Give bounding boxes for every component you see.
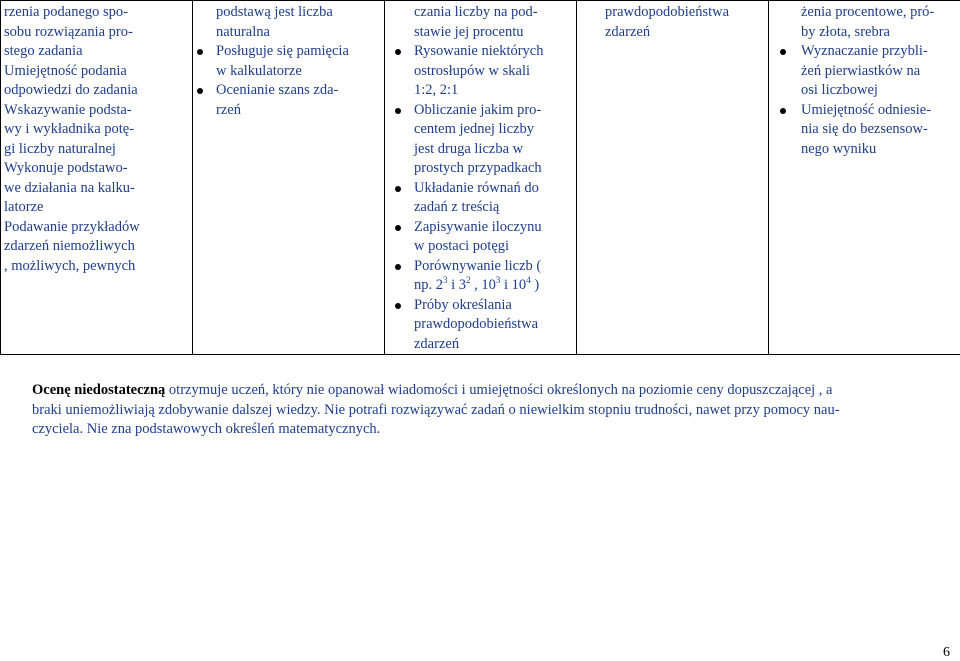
list-item-continuation: 1:2, 2:1: [414, 82, 459, 98]
bullet-list-item: Układanie równań do: [388, 179, 573, 199]
list-item-continuation: zdarzeń: [414, 335, 460, 352]
bullet-list-item: Porównywanie liczb (: [388, 257, 573, 277]
list-item-powers-example: np. $2^3$ i $3^2$ , $10^3$ i $10^4$ ): [414, 275, 540, 293]
list-item-continuation: osi liczbowej: [801, 82, 878, 98]
list-item-continuation: zadań z treścią: [414, 199, 500, 215]
column-1-cell: [1, 1, 193, 355]
bullet-list-item: Obliczanie jakim pro-: [388, 101, 573, 121]
bullet-list-item: Wskazywanie podsta-: [4, 101, 189, 121]
list-item-continuation: w postaci potęgi: [414, 238, 510, 254]
note-line-3: czyciela. Nie zna podstawowych określeń matematycznych.: [32, 421, 381, 437]
bullet-list-item: Rysowanie niektórych: [388, 42, 573, 62]
column-3-list: [388, 3, 573, 276]
list-item-continuation: prostych przypadkach: [414, 160, 542, 176]
list-item-continuation: wy i wykładnika potę-: [4, 121, 135, 137]
list-item-continuation: by złota, srebra: [801, 23, 890, 40]
list-item-continuation: nego wyniku: [801, 140, 877, 157]
column-2-cell: [193, 1, 385, 355]
bullet-list-item: Umiejętność odniesie-: [772, 101, 957, 121]
column-1-list: [4, 3, 189, 276]
column-5-list: [772, 3, 957, 159]
column-4-list: [605, 3, 765, 42]
bullet-list-item: Zapisywanie iloczynu: [388, 218, 573, 238]
list-item-continuation: rzenia podanego spo-: [4, 4, 129, 20]
column-2-list: [196, 3, 381, 120]
bullet-list-item: Posługuje się pamięcia: [196, 42, 381, 62]
bullet-list-item: Próby określania: [388, 296, 573, 316]
bullet-list-item: Podawanie przykładów: [4, 218, 189, 238]
note-line-2: braki uniemożliwiają zdobywanie dalszej wiedzy. Nie potrafi rozwiązywać zadań o niewielkim stopniu trudności, nawet przy pomocy nau-: [32, 401, 840, 418]
list-item-continuation: stawie jej procentu: [414, 23, 524, 40]
list-item-continuation: zdarzeń: [605, 23, 651, 40]
list-item-continuation: żeń pierwiastków na: [801, 62, 921, 79]
list-item-continuation: nia się do bezsensow-: [801, 121, 928, 137]
list-item-continuation: ostrosłupów w skali: [414, 62, 530, 79]
bullet-list-item: Wyznaczanie przybli-: [772, 42, 957, 62]
list-item-continuation: stego zadania: [4, 43, 83, 59]
list-item-continuation: w kalkulatorze: [216, 62, 302, 79]
bullet-list-item: Umiejętność podania: [4, 62, 189, 82]
list-item-continuation: naturalna: [216, 23, 270, 40]
table-row: [1, 1, 960, 355]
page-number: 6: [943, 645, 950, 660]
list-item-continuation: , możliwych, pewnych: [4, 257, 136, 274]
failing-grade-note: [32, 381, 942, 440]
list-item-continuation: jest druga liczba w: [414, 140, 524, 157]
list-item-continuation: żenia procentowe, pró-: [801, 4, 935, 20]
column-5-cell: [769, 1, 960, 355]
note-bold-term: Ocenę niedostateczną: [32, 382, 166, 398]
bullet-list-item: Ocenianie szans zda-: [196, 81, 381, 101]
list-item-continuation: rzeń: [216, 101, 241, 118]
list-item-continuation: czania liczby na pod-: [414, 4, 538, 20]
list-item-continuation: we działania na kalku-: [4, 179, 135, 196]
list-item-continuation: gi liczby naturalnej: [4, 140, 116, 157]
list-item-continuation: odpowiedzi do zadania: [4, 82, 138, 98]
list-item-continuation: sobu rozwiązania pro-: [4, 23, 133, 40]
note-line-1: Ocenę niedostateczną otrzymuje uczeń, który nie opanował wiadomości i umiejętności określonych na poziomie ceny dopuszczającej , a: [32, 382, 833, 398]
bullet-list-item: Wykonuje podstawo-: [4, 159, 189, 179]
list-item-continuation: podstawą jest liczba: [216, 4, 333, 20]
column-3-cell: [385, 1, 577, 355]
list-item-continuation: zdarzeń niemożliwych: [4, 238, 135, 254]
column-4-cell: [577, 1, 769, 355]
list-item-continuation: prawdopodobieństwa: [605, 4, 730, 20]
list-item-continuation: centem jednej liczby: [414, 121, 534, 137]
list-item-continuation: prawdopodobieństwa: [414, 316, 539, 332]
column-3-tail-list: [388, 296, 573, 355]
list-item-continuation: latorze: [4, 199, 44, 215]
